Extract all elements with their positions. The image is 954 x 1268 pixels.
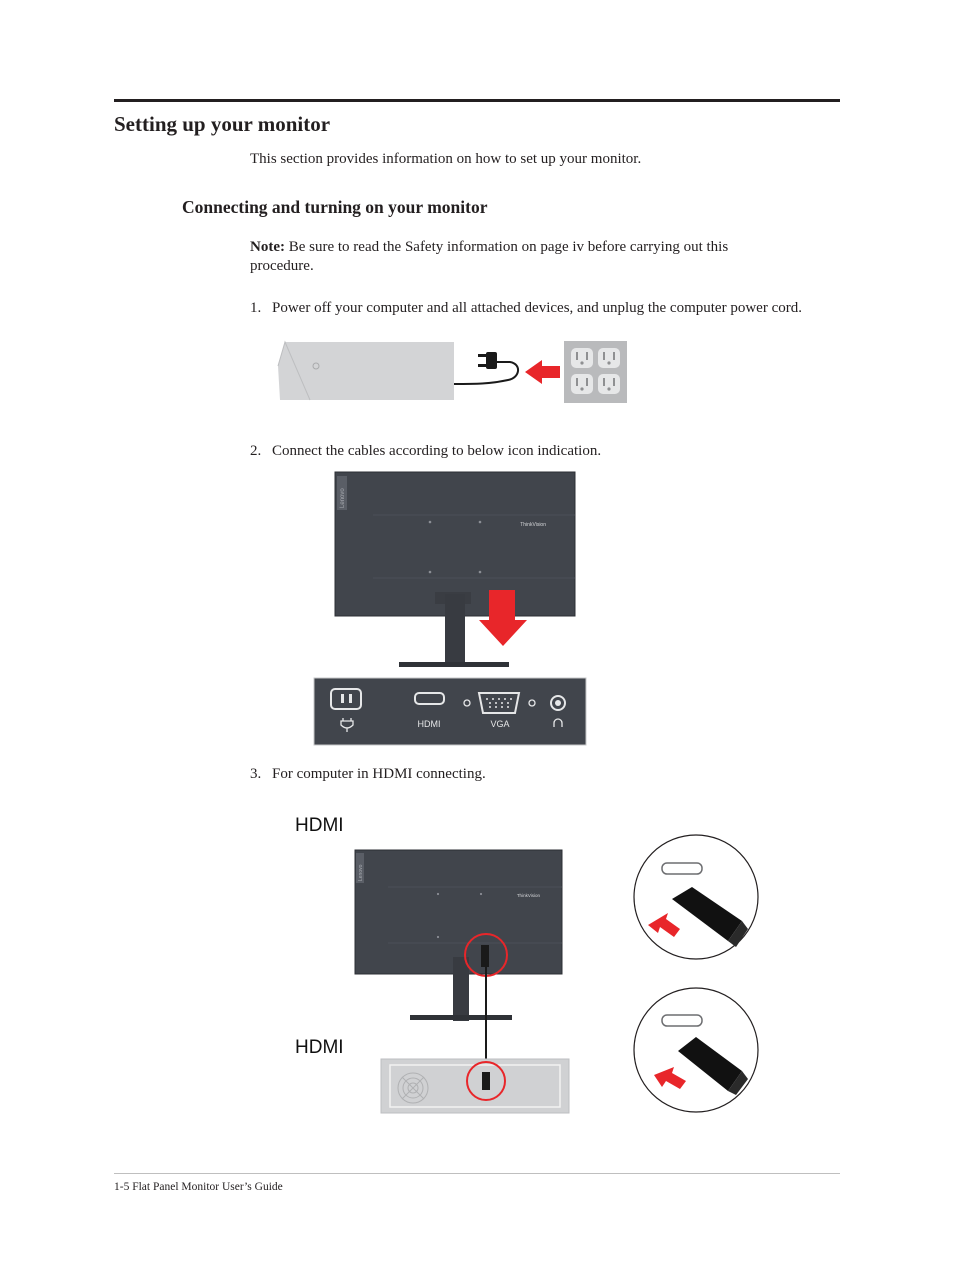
step-text: Connect the cables according to below icon indication. (272, 443, 602, 459)
safety-note (250, 238, 790, 276)
port-panel (314, 678, 586, 745)
monitor-model-mark: ThinkVision (520, 522, 546, 528)
step-number: 2. (250, 443, 262, 459)
hdmi-detail-bottom (634, 988, 758, 1112)
computer-back (381, 1059, 569, 1113)
left-arrow-icon (525, 360, 560, 384)
monitor-back (355, 850, 562, 1021)
note-text: Be sure to read the Safety information on page iv before carrying out this procedure. (250, 239, 729, 274)
step-2 (250, 443, 601, 460)
monitor-brand: Lenovo (340, 488, 346, 508)
monitor-brand: Lenovo (358, 864, 364, 881)
monitor-stand-base (399, 662, 509, 667)
computer-case-shape (278, 342, 454, 400)
hdmi-connection-illustration (350, 845, 580, 1117)
note-label: Note: (250, 239, 285, 255)
wall-outlet-icon (564, 341, 627, 403)
hdmi-label-top: HDMI (295, 815, 344, 836)
unplug-power-illustration (270, 338, 635, 408)
step-text: Power off your computer and all attached devices, and unplug the computer power cord. (272, 300, 802, 316)
step-text: For computer in HDMI connecting. (272, 766, 486, 782)
footer-rule (114, 1173, 840, 1174)
subsection-title: Connecting and turning on your monitor (182, 197, 488, 217)
vga-port-label: VGA (490, 719, 510, 729)
monitor-ports-illustration (313, 470, 588, 748)
step-3 (250, 766, 486, 783)
hdmi-plug-monitor (481, 945, 489, 967)
monitor-stand-neck (453, 957, 469, 1021)
section-top-rule (114, 99, 840, 102)
step-number: 3. (250, 766, 262, 782)
section-intro: This section provides information on how to set up your monitor. (250, 151, 642, 167)
monitor-stand-neck (445, 594, 465, 666)
hdmi-port-label: HDMI (417, 719, 441, 729)
hdmi-detail-top (634, 835, 758, 959)
hdmi-label-bottom: HDMI (295, 1037, 344, 1058)
monitor-back (335, 472, 575, 667)
power-plug-icon (478, 352, 497, 369)
fan-icon (398, 1073, 428, 1103)
monitor-stand-base (410, 1015, 512, 1020)
step-number: 1. (250, 300, 262, 316)
step-1 (250, 300, 802, 317)
monitor-model-mark: ThinkVision (516, 893, 540, 898)
hdmi-plug-computer (482, 1072, 490, 1090)
page-footer: 1-5 Flat Panel Monitor User’s Guide (114, 1181, 283, 1193)
hdmi-plug-detail-illustration (630, 833, 765, 1115)
section-title: Setting up your monitor (114, 112, 331, 136)
